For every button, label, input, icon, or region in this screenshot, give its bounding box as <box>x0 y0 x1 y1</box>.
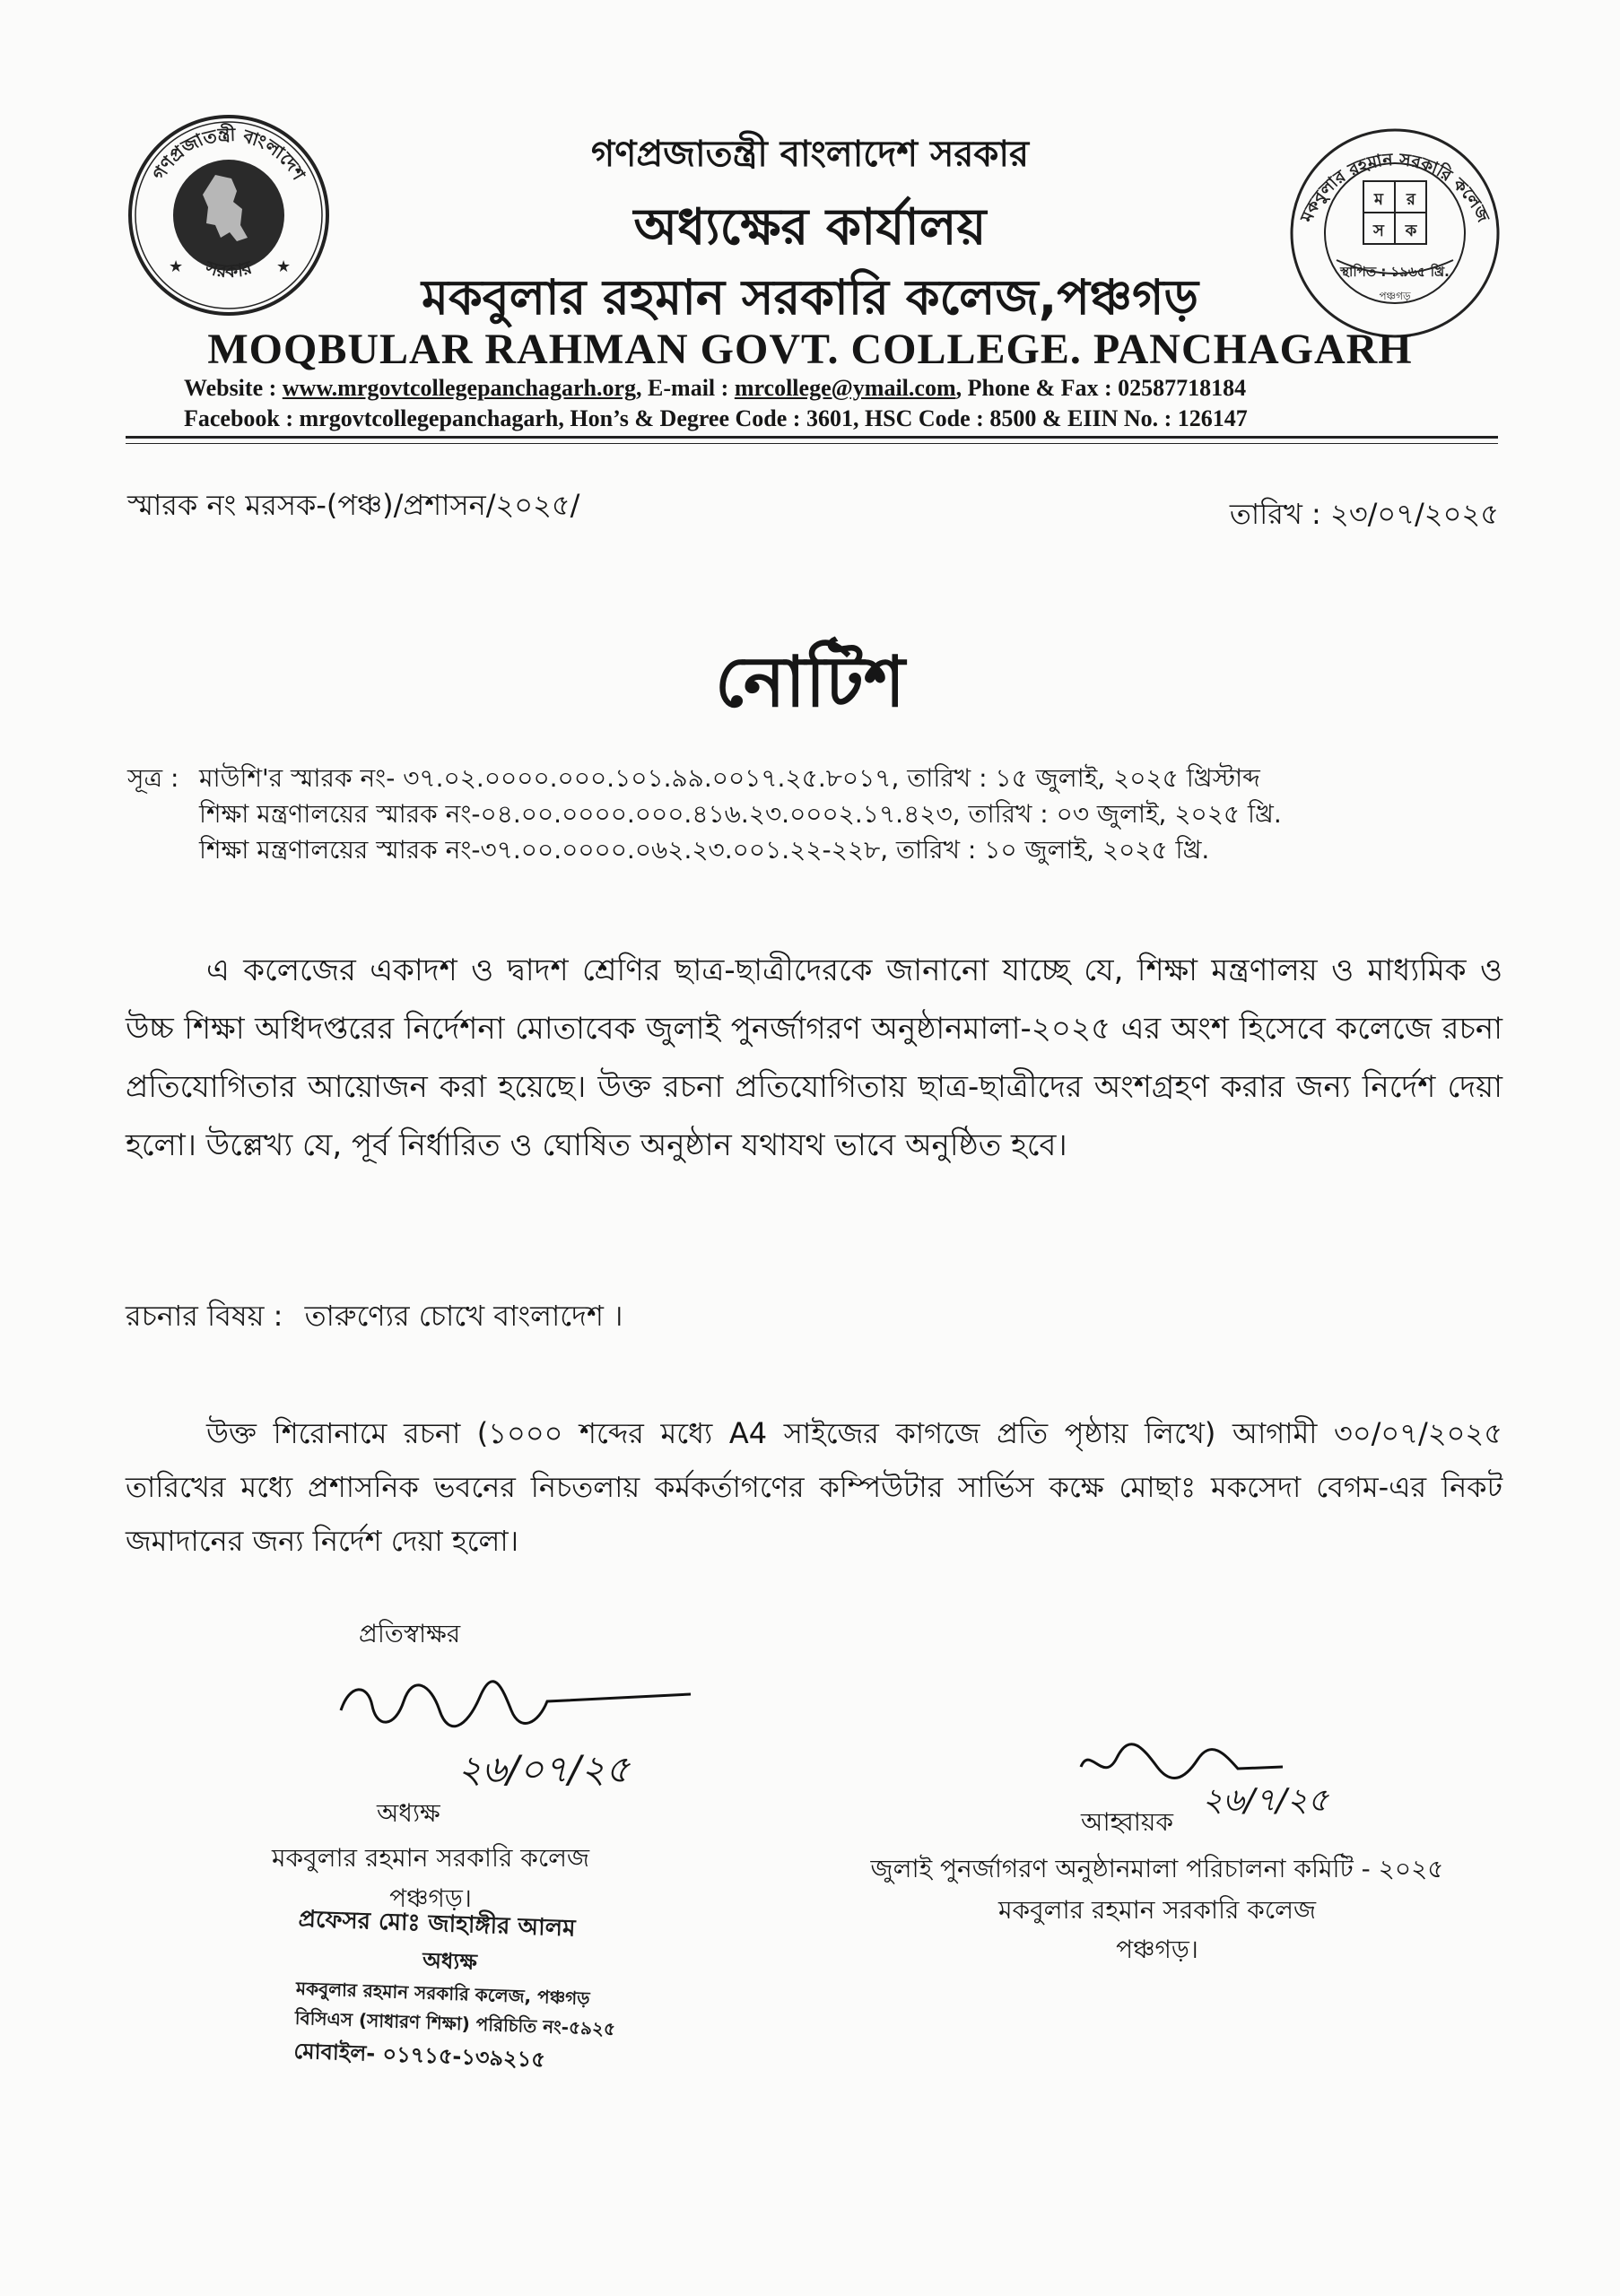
reference-label: সূত্র : <box>127 763 179 793</box>
email-label: , E-mail : <box>636 375 735 401</box>
principal-stamp <box>293 1900 620 2082</box>
left-seal-bottom-text: সরকার <box>203 256 255 283</box>
principal-sign-date: ২৬/০৭/২৫ <box>457 1747 631 1791</box>
header-divider-thick <box>126 436 1498 439</box>
convener-sign-date: ২৬/৭/২৫ <box>1202 1782 1329 1819</box>
body-paragraph-2: উক্ত শিরোনামে রচনা (১০০০ শব্দের মধ্যে A4 সাইজের কাগজে প্রতি পৃষ্ঠায় লিখে) আগামী ৩০/০৭/২০২৫ তারিখের মধ্যে প্রশাসনিক ভবনের নিচতলায় কর্মকর্তাগণের কম্পিউটার সার্ভিস কক্ষে মোছাঃ মকসেদা বেগম-এর নিকট জমাদানের জন্য নির্দেশ দেয়া হলো। <box>126 1416 1502 1558</box>
svg-text:★: ★ <box>276 257 292 276</box>
stamp-name: প্রফেসর মোঃ জাহাঙ্গীর আলম <box>298 1905 577 1943</box>
government-heading: গণপ্রজাতন্ত্রী বাংলাদেশ সরকার <box>591 134 1029 175</box>
website-link[interactable]: www.mrgovtcollegepanchagarh.org <box>282 375 637 401</box>
contact-line-1 <box>184 375 1246 402</box>
subject-label: রচনার বিষয় : <box>126 1299 283 1333</box>
office-heading: অধ্যক্ষের কার্যালয় <box>633 198 987 257</box>
principal-designation: অধ্যক্ষ <box>377 1798 440 1828</box>
notice-title: নোটিশ <box>715 642 905 723</box>
seal-letter-4: ক <box>1405 222 1417 240</box>
reference-line: শিক্ষা মন্ত্রণালয়ের স্মারক নং-৩৭.০০.০০০০.০৬২.২৩.০০১.২২-২২৮, তারিখ : ১০ জুলাই, ২০২৫ খ্রি. <box>199 835 1210 865</box>
principal-place: পঞ্চগড়। <box>389 1883 472 1913</box>
header-divider-thin <box>126 443 1498 444</box>
principal-signature-block <box>251 1614 664 2073</box>
stamp-title: অধ্যক্ষ <box>422 1947 478 1975</box>
seal-founded: স্থাপিত : ১৯৬৫ খ্রি. <box>1340 264 1450 280</box>
convener-college: মকবুলার রহমান সরকারি কলেজ <box>997 1895 1317 1925</box>
subject-text: তারুণ্যের চোখে বাংলাদেশ । <box>304 1299 623 1333</box>
seal-letter-1: ম <box>1374 190 1383 209</box>
right-seal-ring-text: মকবুলার রহমান সরকারি কলেজ <box>1296 150 1494 226</box>
principal-signature <box>332 1674 709 1746</box>
contact-line-2: Facebook : mrgovtcollegepanchagarh, Hon’s & Degree Code : 3601, HSC Code : 8500 & EIIN No. : 126147 <box>184 405 1248 431</box>
email-link[interactable]: mrcollege@ymail.com <box>734 375 956 401</box>
memo-number: স্মারক নং মরসক-(পঞ্চ)/প্রশাসন/২০২৫/ <box>127 488 580 522</box>
committee-name: জুলাই পুনর্জাগরণ অনুষ্ঠানমালা পরিচালনা কমিটি - ২০২৫ <box>870 1854 1444 1883</box>
stamp-id: বিসিএস (সাধারণ শিক্ষা) পরিচিতি নং-৫৯২৫ <box>294 2006 616 2040</box>
convener-designation: আহ্বায়ক <box>1081 1807 1174 1837</box>
stamp-college: মকবুলার রহমান সরকারি কলেজ, পঞ্চগড় <box>295 1977 590 2010</box>
college-name-english: MOQBULAR RAHMAN GOVT. COLLEGE. PANCHAGARH <box>207 326 1413 373</box>
stamp-mobile: মোবাইল- ০১৭১৫-১৩৯২১৫ <box>293 2038 546 2073</box>
website-label: Website : <box>184 375 283 401</box>
notice-date: তারিখ : ২৩/০৭/২০২৫ <box>1229 497 1499 531</box>
svg-text:★: ★ <box>169 257 184 276</box>
reference-line: শিক্ষা মন্ত্রণালয়ের স্মারক নং-০৪.০০.০০০০.০০০.৪১৬.২৩.০০০২.১৭.৪২৩, তারিখ : ০৩ জুলাই, ২০২৫ খ্রি. <box>199 799 1282 829</box>
seal-place: পঞ্চগড় <box>1379 290 1411 302</box>
seal-letter-2: র <box>1407 190 1415 209</box>
convener-place: পঞ্চগড়। <box>1116 1935 1198 1964</box>
left-seal-top-text: গণপ্রজাতন্ত্রী বাংলাদেশ <box>147 123 310 184</box>
principal-college: মকবুলার রহমান সরকারি কলেজ <box>271 1843 590 1873</box>
countersign-label: প্রতিস্বাক্ষর <box>359 1619 461 1648</box>
reference-line: মাউশি'র স্মারক নং- ৩৭.০২.০০০০.০০০.১০১.৯৯.০০১৭.২৫.৮০১৭, তারিখ : ১৫ জুলাই, ২০২৫ খ্রিস্টাব্দ <box>199 763 1260 793</box>
essay-subject <box>126 1293 623 1342</box>
body-paragraph-1: এ কলেজের একাদশ ও দ্বাদশ শ্রেণির ছাত্র-ছাত্রীদেরকে জানানো যাচ্ছে যে, শিক্ষা মন্ত্রণালয় ও মাধ্যমিক ও উচ্চ শিক্ষা অধিদপ্তরের নির্দেশনা মোতাবেক জুলাই পুনর্জাগরণ অনুষ্ঠানমালা-২০২৫ এর অংশ হিসেবে কলেজে রচনা প্রতিযোগিতার আয়োজন করা হয়েছে। উক্ত রচনা প্রতিযোগিতায় ছাত্র-ছাত্রীদের অংশগ্রহণ করার জন্য নির্দেশ দেয়া হলো। উল্লেখ্য যে, পূর্ব নির্ধারিত ও ঘোষিত অনুষ্ঠান যথাযথ ভাবে অনুষ্ঠিত হবে। <box>126 952 1502 1163</box>
seal-letter-3: স <box>1373 222 1384 240</box>
phone-fax: , Phone & Fax : 02587718184 <box>955 375 1247 401</box>
college-name-bangla: মকবুলার রহমান সরকারি কলেজ,পঞ্চগড় <box>421 269 1199 326</box>
